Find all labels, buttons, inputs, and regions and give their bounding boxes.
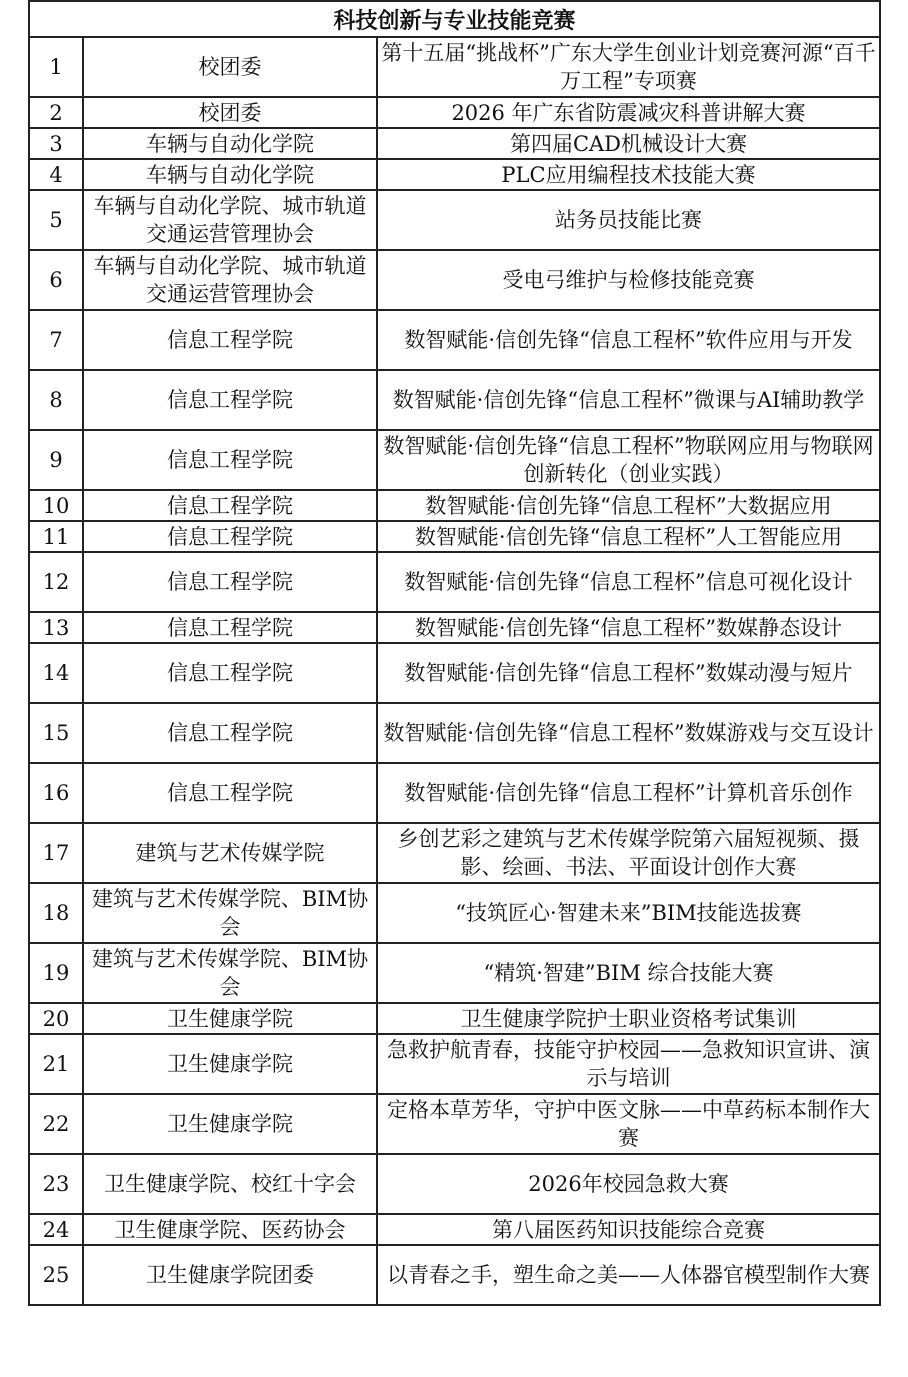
table-row: [29, 1034, 880, 1094]
row-number: 11: [29, 521, 83, 552]
table-row: [29, 370, 880, 430]
table-row: [29, 643, 880, 703]
table-title: 科技创新与专业技能竞赛: [29, 1, 880, 37]
row-number: 12: [29, 552, 83, 612]
competition-name-cell: 数智赋能·信创先锋“信息工程杯”数媒静态设计: [377, 612, 880, 643]
organizer-cell: 卫生健康学院: [83, 1034, 377, 1094]
organizer-cell: 信息工程学院: [83, 521, 377, 552]
organizer-cell: 信息工程学院: [83, 643, 377, 703]
competition-name-cell: 数智赋能·信创先锋“信息工程杯”大数据应用: [377, 490, 880, 521]
competition-name-cell: 2026年校园急救大赛: [377, 1154, 880, 1214]
organizer-cell: 车辆与自动化学院: [83, 128, 377, 159]
row-number: 23: [29, 1154, 83, 1214]
competition-name-cell: “技筑匠心·智建未来”BIM技能选拔赛: [377, 883, 880, 943]
row-number: 19: [29, 943, 83, 1003]
competition-name-cell: 数智赋能·信创先锋“信息工程杯”数媒游戏与交互设计: [377, 703, 880, 763]
row-number: 8: [29, 370, 83, 430]
row-number: 6: [29, 250, 83, 310]
row-number: 4: [29, 159, 83, 190]
row-number: 16: [29, 763, 83, 823]
row-number: 5: [29, 190, 83, 250]
table-row: [29, 97, 880, 128]
organizer-cell: 车辆与自动化学院、城市轨道交通运营管理协会: [83, 250, 377, 310]
row-number: 3: [29, 128, 83, 159]
organizer-cell: 信息工程学院: [83, 430, 377, 490]
row-number: 13: [29, 612, 83, 643]
organizer-cell: 建筑与艺术传媒学院: [83, 823, 377, 883]
table-row: [29, 1003, 880, 1034]
row-number: 14: [29, 643, 83, 703]
row-number: 21: [29, 1034, 83, 1094]
row-number: 9: [29, 430, 83, 490]
competition-name-cell: 数智赋能·信创先锋“信息工程杯”物联网应用与物联网创新转化（创业实践）: [377, 430, 880, 490]
competition-name-cell: 定格本草芳华，守护中医文脉——中草药标本制作大赛: [377, 1094, 880, 1154]
table-row: [29, 1094, 880, 1154]
row-number: 25: [29, 1245, 83, 1305]
competition-name-cell: “精筑·智建”BIM 综合技能大赛: [377, 943, 880, 1003]
table-row: [29, 1154, 880, 1214]
competition-name-cell: 卫生健康学院护士职业资格考试集训: [377, 1003, 880, 1034]
row-number: 1: [29, 37, 83, 97]
table-row: [29, 763, 880, 823]
organizer-cell: 卫生健康学院、医药协会: [83, 1214, 377, 1245]
table-row: [29, 703, 880, 763]
organizer-cell: 信息工程学院: [83, 763, 377, 823]
competition-table: [28, 0, 881, 1306]
organizer-cell: 信息工程学院: [83, 703, 377, 763]
table-row: [29, 1245, 880, 1305]
organizer-cell: 校团委: [83, 97, 377, 128]
table-row: [29, 883, 880, 943]
table-row: [29, 612, 880, 643]
organizer-cell: 信息工程学院: [83, 490, 377, 521]
organizer-cell: 卫生健康学院、校红十字会: [83, 1154, 377, 1214]
competition-name-cell: 数智赋能·信创先锋“信息工程杯”软件应用与开发: [377, 310, 880, 370]
row-number: 22: [29, 1094, 83, 1154]
competition-name-cell: 以青春之手，塑生命之美——人体器官模型制作大赛: [377, 1245, 880, 1305]
organizer-cell: 车辆与自动化学院、城市轨道交通运营管理协会: [83, 190, 377, 250]
row-number: 2: [29, 97, 83, 128]
organizer-cell: 建筑与艺术传媒学院、BIM协会: [83, 883, 377, 943]
organizer-cell: 信息工程学院: [83, 612, 377, 643]
table-row: [29, 250, 880, 310]
row-number: 20: [29, 1003, 83, 1034]
organizer-cell: 卫生健康学院: [83, 1094, 377, 1154]
table-row: [29, 823, 880, 883]
competition-name-cell: 数智赋能·信创先锋“信息工程杯”数媒动漫与短片: [377, 643, 880, 703]
row-number: 24: [29, 1214, 83, 1245]
competition-name-cell: 受电弓维护与检修技能竞赛: [377, 250, 880, 310]
table-row: [29, 943, 880, 1003]
organizer-cell: 校团委: [83, 37, 377, 97]
table-row: [29, 190, 880, 250]
organizer-cell: 信息工程学院: [83, 552, 377, 612]
competition-name-cell: 站务员技能比赛: [377, 190, 880, 250]
row-number: 17: [29, 823, 83, 883]
competition-name-cell: 数智赋能·信创先锋“信息工程杯”计算机音乐创作: [377, 763, 880, 823]
organizer-cell: 信息工程学院: [83, 310, 377, 370]
competition-table-container: [28, 0, 879, 1306]
table-row: [29, 490, 880, 521]
organizer-cell: 建筑与艺术传媒学院、BIM协会: [83, 943, 377, 1003]
table-row: [29, 430, 880, 490]
table-row: [29, 1214, 880, 1245]
row-number: 15: [29, 703, 83, 763]
competition-name-cell: 第八届医药知识技能综合竞赛: [377, 1214, 880, 1245]
competition-name-cell: 乡创艺彩之建筑与艺术传媒学院第六届短视频、摄影、绘画、书法、平面设计创作大赛: [377, 823, 880, 883]
organizer-cell: 卫生健康学院团委: [83, 1245, 377, 1305]
competition-name-cell: 数智赋能·信创先锋“信息工程杯”微课与AI辅助教学: [377, 370, 880, 430]
table-row: [29, 159, 880, 190]
table-row: [29, 37, 880, 97]
competition-name-cell: 数智赋能·信创先锋“信息工程杯”人工智能应用: [377, 521, 880, 552]
organizer-cell: 卫生健康学院: [83, 1003, 377, 1034]
competition-name-cell: 2026 年广东省防震减灾科普讲解大赛: [377, 97, 880, 128]
table-row: [29, 310, 880, 370]
table-body: [29, 37, 880, 1305]
table-row: [29, 128, 880, 159]
competition-name-cell: PLC应用编程技术技能大赛: [377, 159, 880, 190]
table-row: [29, 521, 880, 552]
row-number: 7: [29, 310, 83, 370]
competition-name-cell: 数智赋能·信创先锋“信息工程杯”信息可视化设计: [377, 552, 880, 612]
organizer-cell: 信息工程学院: [83, 370, 377, 430]
table-row: [29, 552, 880, 612]
organizer-cell: 车辆与自动化学院: [83, 159, 377, 190]
row-number: 10: [29, 490, 83, 521]
competition-name-cell: 第四届CAD机械设计大赛: [377, 128, 880, 159]
competition-name-cell: 第十五届“挑战杯”广东大学生创业计划竞赛河源“百千万工程”专项赛: [377, 37, 880, 97]
competition-name-cell: 急救护航青春，技能守护校园——急救知识宣讲、演示与培训: [377, 1034, 880, 1094]
row-number: 18: [29, 883, 83, 943]
